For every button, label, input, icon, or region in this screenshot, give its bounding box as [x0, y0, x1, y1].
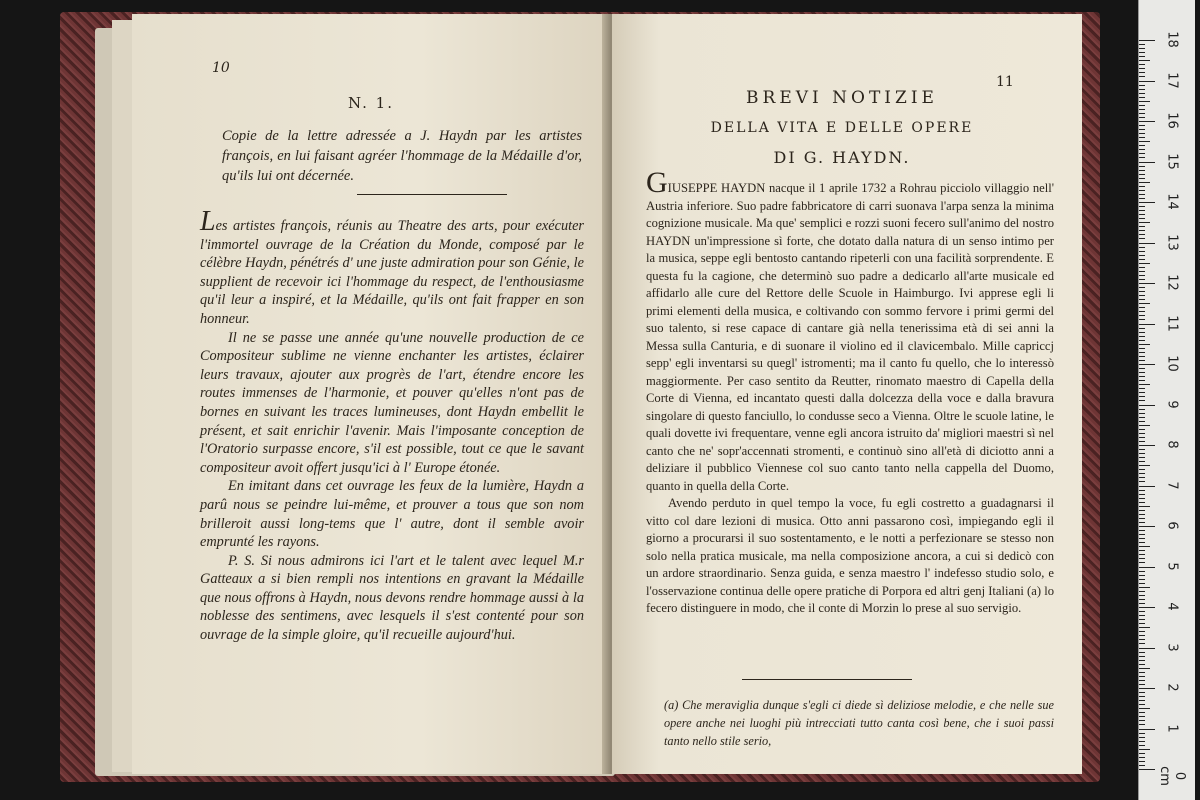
- right-paragraph-1-text: IUSEPPE HAYDN nacque il 1 aprile 1732 a Rohrau picciolo villaggio nell' Austria inferiore. Suo padre fabbricatore di carri suonava l'arpa senza la minima cognizione musicale. Ma que' semplici e rozzi suoni fecero sull'animo del nostro HAYDN un'impressione sì forte, che dotato dalla natura di un senso intimo per la musica, seppe egli bentosto cantando ripeterli con una facilità sorprendente. E questa fu la cagione, che determinò suo padre a dedicarlo all'arte musicale ed affidarlo alle cure del Rettore delle Scuole in Haimburgo. Ivi apprese egli li primi elementi della musica, e coltivando con sommo fervore i primi germi del suo talento, si rese capace di cantare già nella tenerissima età di sei anni la Messa sulla Canturia, e di suonare il violino ed il clavicembalo. Mille capriccj sepp' egli inventarsi su quegl' istromenti; ma il canto fu quello, che lo interessò maggiormente. Per caso sentito da Reutter, rinomato maestro di Capella della Corte di Vienna, ed incantato questi dalla dolcezza della voce e dalla bravura singolare di questo fanciullo, lo condusse seco a Vienna. Oltre le scuole latine, le quali dovette ivi frequentare, venne egli ancora istruito da' migliori maestri sì nel canto che ne' sopr'accennati stromenti, e continuò sino all'età di diciotto anni a deliziare il pubblico Viennese col suo canto tanto nella cappella del Duomo, quanto in quella della Corte.: [646, 181, 1054, 493]
- ruler-minor-tick: [1139, 376, 1145, 377]
- ruler-minor-tick: [1139, 52, 1145, 53]
- ruler-minor-tick: [1139, 538, 1145, 539]
- ruler-minor-tick: [1139, 704, 1145, 705]
- ruler-tick: [1139, 81, 1155, 82]
- ruler-minor-tick: [1139, 85, 1145, 86]
- ruler-label: 0 cm: [1157, 766, 1187, 786]
- ruler-minor-tick: [1139, 214, 1145, 215]
- ruler-label: 14: [1164, 193, 1180, 210]
- ruler-minor-tick: [1139, 749, 1150, 750]
- ruler-label: 3: [1164, 642, 1180, 652]
- ruler-minor-tick: [1139, 198, 1145, 199]
- ruler-minor-tick: [1139, 413, 1145, 414]
- ruler-label: 4: [1164, 602, 1180, 611]
- ruler-minor-tick: [1139, 514, 1145, 515]
- ruler-minor-tick: [1139, 619, 1145, 620]
- ruler-minor-tick: [1139, 599, 1145, 600]
- ruler-minor-tick: [1139, 542, 1145, 543]
- ruler-minor-tick: [1139, 222, 1150, 223]
- ruler-label: 16: [1164, 112, 1180, 129]
- ruler-minor-tick: [1139, 425, 1150, 426]
- ruler-minor-tick: [1139, 352, 1145, 353]
- ruler-tick: [1139, 567, 1155, 568]
- ruler-minor-tick: [1139, 595, 1145, 596]
- right-subtitle: DELLA VITA E DELLE OPERE: [710, 120, 974, 136]
- ruler-minor-tick: [1139, 267, 1145, 268]
- page-number-left: 10: [212, 60, 230, 76]
- ruler-minor-tick: [1139, 558, 1145, 559]
- ruler-minor-tick: [1139, 579, 1145, 580]
- ruler-minor-tick: [1139, 437, 1145, 438]
- ruler-label: 11: [1164, 314, 1180, 332]
- ruler-tick: [1139, 486, 1155, 487]
- ruler-minor-tick: [1139, 72, 1145, 73]
- ruler-minor-tick: [1139, 757, 1145, 758]
- left-body: [200, 206, 584, 645]
- ruler-minor-tick: [1139, 153, 1145, 154]
- left-paragraph-2: Il ne se passe une année qu'une nouvelle production de ce Compositeur sublime ne vienne enchanter les artistes, éclairer leurs travaux, ajouter aux progrès de l'art, étendre encore les routes immenses de l'harmonie, et pouver qu'elles n'ont pas de bornes en suivant les traces lumineuses, dont Haydn embellit le présent, et sait enrichir l'avenir. Mais l'imposante conception de l'Oratorio surpasse encore, s'il est possible, tout ce que le savant compositeur avoit offert jusqu'ici à l' Europe étonée.: [200, 329, 584, 476]
- ruler-minor-tick: [1139, 668, 1150, 669]
- ruler-minor-tick: [1139, 226, 1145, 227]
- ruler-minor-tick: [1139, 433, 1145, 434]
- ruler-minor-tick: [1139, 457, 1145, 458]
- ruler-minor-tick: [1139, 182, 1150, 183]
- left-page: [132, 14, 610, 774]
- ruler-minor-tick: [1139, 490, 1145, 491]
- right-subtitle-name: DI G. HAYDN.: [773, 148, 911, 167]
- dropcap-left: L: [200, 206, 216, 237]
- ruler-minor-tick: [1139, 380, 1145, 381]
- ruler-minor-tick: [1139, 360, 1145, 361]
- ruler-minor-tick: [1139, 575, 1145, 576]
- ruler-minor-tick: [1139, 291, 1145, 292]
- ruler-minor-tick: [1139, 400, 1145, 401]
- ruler-minor-tick: [1139, 720, 1145, 721]
- ruler-minor-tick: [1139, 502, 1145, 503]
- ruler-minor-tick: [1139, 64, 1145, 65]
- ruler-tick: [1139, 769, 1155, 770]
- ruler-minor-tick: [1139, 344, 1150, 345]
- ruler-minor-tick: [1139, 684, 1145, 685]
- ruler-label: 2: [1164, 683, 1180, 692]
- ruler-minor-tick: [1139, 76, 1145, 77]
- left-paragraph-4: P. S. Si nous admirons ici l'art et le talent avec lequel M.r Gatteaux a si bien rempli nos intentions en gravant la Médaille que nous offrons à Haydn, nous devons rendre hommage aussi à la noblesse des sentimens, avec lesquels il s'est contenté pour son ouvrage de la simple gloire, qu'il recueille aujourd'hui.: [200, 552, 584, 644]
- ruler-minor-tick: [1139, 583, 1145, 584]
- right-page: [612, 14, 1082, 774]
- ruler-minor-tick: [1139, 660, 1145, 661]
- ruler-minor-tick: [1139, 348, 1145, 349]
- left-intro: Copie de la lettre adressée a J. Haydn par les artistes françois, en lui faisant agréer l'hommage de la Médaille d'or, qu'ils lui ont décernée.: [222, 128, 582, 184]
- ruler-minor-tick: [1139, 56, 1145, 57]
- ruler-minor-tick: [1139, 255, 1145, 256]
- ruler-minor-tick: [1139, 311, 1145, 312]
- ruler-minor-tick: [1139, 279, 1145, 280]
- ruler-tick: [1139, 162, 1155, 163]
- right-paragraph-1: [646, 166, 1054, 495]
- ruler-minor-tick: [1139, 765, 1145, 766]
- ruler-tick: [1139, 40, 1155, 41]
- ruler-minor-tick: [1139, 157, 1145, 158]
- ruler-minor-tick: [1139, 137, 1145, 138]
- ruler-minor-tick: [1139, 477, 1145, 478]
- ruler-minor-tick: [1139, 93, 1145, 94]
- ruler-tick: [1139, 648, 1155, 649]
- ruler-minor-tick: [1139, 441, 1145, 442]
- ruler-minor-tick: [1139, 230, 1145, 231]
- left-heading: N. 1.: [347, 94, 394, 112]
- ruler-minor-tick: [1139, 340, 1145, 341]
- ruler-minor-tick: [1139, 48, 1145, 49]
- ruler-minor-tick: [1139, 388, 1145, 389]
- ruler-minor-tick: [1139, 328, 1145, 329]
- right-paragraph-2: Avendo perduto in quel tempo la voce, fu egli costretto a guadagnarsi il vitto col dare lezioni di musica. Otto anni passarono così, impiegando egli il giorno a procurarsi il suo sostentamento, e le notti a perfezionare se stesso non solo nella pratica musicale, ma nella composizione ancora, a cui si dedicò con un ardore straordinario. Senza guida, e senza maestro l' indefesso studio solo, e l'osservazione continua delle opere pratiche di Porpora ed altri genj Italiani (a) lo fecero distinguere in modo, che il conte di Morzin lo prese al suo servigio.: [646, 496, 1054, 615]
- ruler-minor-tick: [1139, 708, 1150, 709]
- ruler-minor-tick: [1139, 639, 1145, 640]
- ruler-label: 17: [1164, 71, 1180, 89]
- ruler-minor-tick: [1139, 263, 1150, 264]
- ruler-minor-tick: [1139, 534, 1145, 535]
- ruler-minor-tick: [1139, 234, 1145, 235]
- ruler-label: 7: [1164, 480, 1180, 490]
- ruler-minor-tick: [1139, 396, 1145, 397]
- ruler-minor-tick: [1139, 194, 1145, 195]
- ruler-minor-tick: [1139, 409, 1145, 410]
- ruler-minor-tick: [1139, 238, 1145, 239]
- ruler-minor-tick: [1139, 656, 1145, 657]
- ruler-label: 1: [1164, 723, 1180, 733]
- ruler-minor-tick: [1139, 587, 1150, 588]
- ruler-minor-tick: [1139, 218, 1145, 219]
- left-paragraph-3: En imitant dans cet ouvrage les feux de la lumière, Haydn a parû nous se peindre lui-même, et prouver a tous que son nom brilleroit aussi long-tems que l' autre, dont il semble avoir emprunté les rayons.: [200, 478, 584, 551]
- ruler-minor-tick: [1139, 170, 1145, 171]
- ruler-minor-tick: [1139, 174, 1145, 175]
- ruler-minor-tick: [1139, 449, 1145, 450]
- ruler-tick: [1139, 445, 1155, 446]
- ruler-minor-tick: [1139, 149, 1145, 150]
- ruler-minor-tick: [1139, 635, 1145, 636]
- ruler-minor-tick: [1139, 498, 1145, 499]
- ruler-minor-tick: [1139, 89, 1145, 90]
- ruler-tick: [1139, 243, 1155, 244]
- ruler-minor-tick: [1139, 461, 1145, 462]
- ruler-minor-tick: [1139, 44, 1145, 45]
- ruler-minor-tick: [1139, 453, 1145, 454]
- ruler-minor-tick: [1139, 571, 1145, 572]
- ruler-minor-tick: [1139, 611, 1145, 612]
- ruler-minor-tick: [1139, 676, 1145, 677]
- ruler-label: 5: [1164, 561, 1180, 571]
- ruler-minor-tick: [1139, 206, 1145, 207]
- ruler-minor-tick: [1139, 603, 1145, 604]
- ruler-tick: [1139, 283, 1155, 284]
- ruler-minor-tick: [1139, 643, 1145, 644]
- ruler-minor-tick: [1139, 336, 1145, 337]
- ruler-minor-tick: [1139, 247, 1145, 248]
- ruler-minor-tick: [1139, 105, 1145, 106]
- ruler-minor-tick: [1139, 562, 1145, 563]
- ruler-minor-tick: [1139, 295, 1145, 296]
- ruler-minor-tick: [1139, 145, 1145, 146]
- ruler-minor-tick: [1139, 481, 1145, 482]
- ruler-minor-tick: [1139, 506, 1150, 507]
- ruler-minor-tick: [1139, 737, 1145, 738]
- ruler-label: 8: [1164, 440, 1180, 449]
- footnote: (a) Che meraviglia dunque s'egli ci diede sì deliziose melodie, e che nelle sue opere anche nei luoghi più intrecciati tutto canta così bene, che i suoi passi tanto nello stile serio,: [664, 698, 1054, 748]
- ruler-minor-tick: [1139, 186, 1145, 187]
- ruler-minor-tick: [1139, 332, 1145, 333]
- left-paragraph-1: [200, 206, 584, 329]
- ruler-minor-tick: [1139, 133, 1145, 134]
- ruler-minor-tick: [1139, 627, 1150, 628]
- ruler-minor-tick: [1139, 724, 1145, 725]
- ruler-label: 10: [1164, 355, 1180, 372]
- ruler-minor-tick: [1139, 251, 1145, 252]
- ruler-minor-tick: [1139, 664, 1145, 665]
- ruler-minor-tick: [1139, 469, 1145, 470]
- ruler-minor-tick: [1139, 259, 1145, 260]
- ruler-minor-tick: [1139, 753, 1145, 754]
- ruler-minor-tick: [1139, 761, 1145, 762]
- ruler-minor-tick: [1139, 623, 1145, 624]
- ruler-minor-tick: [1139, 429, 1145, 430]
- ruler-tick: [1139, 526, 1155, 527]
- ruler-minor-tick: [1139, 303, 1150, 304]
- ruler-label: 9: [1164, 399, 1180, 409]
- ruler-minor-tick: [1139, 615, 1145, 616]
- dropcap-right: G: [646, 166, 668, 199]
- ruler-minor-tick: [1139, 473, 1145, 474]
- ruler-label: 13: [1164, 233, 1180, 251]
- footnote-rule: [742, 679, 912, 680]
- ruler-minor-tick: [1139, 319, 1145, 320]
- divider-rule: [357, 194, 507, 195]
- ruler-minor-tick: [1139, 372, 1145, 373]
- ruler-minor-tick: [1139, 368, 1145, 369]
- ruler-minor-tick: [1139, 275, 1145, 276]
- ruler-minor-tick: [1139, 307, 1145, 308]
- ruler-tick: [1139, 324, 1155, 325]
- ruler-minor-tick: [1139, 672, 1145, 673]
- ruler-minor-tick: [1139, 60, 1150, 61]
- ruler-tick: [1139, 202, 1155, 203]
- ruler-minor-tick: [1139, 494, 1145, 495]
- ruler-minor-tick: [1139, 733, 1145, 734]
- ruler-minor-tick: [1139, 465, 1150, 466]
- ruler-tick: [1139, 688, 1155, 689]
- ruler-minor-tick: [1139, 117, 1145, 118]
- ruler-minor-tick: [1139, 125, 1145, 126]
- ruler-minor-tick: [1139, 631, 1145, 632]
- ruler-minor-tick: [1139, 97, 1145, 98]
- ruler-minor-tick: [1139, 591, 1145, 592]
- ruler-minor-tick: [1139, 546, 1150, 547]
- left-paragraph-1-text: es artistes françois, réunis au Theatre des arts, pour exécuter l'immortel ouvrage de la Création du Monde, composé par le célèbre Haydn, pénétrés d' une juste admiration pour son Génie, le supplient de recevoir ici l'hommage du respect, de l'enthousiasme qu'il leur a inspiré, et la Médaille, qu'ils ont fait frapper en son honneur.: [200, 218, 584, 327]
- ruler-minor-tick: [1139, 271, 1145, 272]
- ruler-minor-tick: [1139, 68, 1145, 69]
- ruler-minor-tick: [1139, 113, 1145, 114]
- ruler-minor-tick: [1139, 696, 1145, 697]
- ruler-minor-tick: [1139, 716, 1145, 717]
- ruler-minor-tick: [1139, 700, 1145, 701]
- ruler-minor-tick: [1139, 530, 1145, 531]
- ruler-minor-tick: [1139, 299, 1145, 300]
- ruler-minor-tick: [1139, 356, 1145, 357]
- ruler-minor-tick: [1139, 315, 1145, 316]
- ruler-tick: [1139, 607, 1155, 608]
- ruler-minor-tick: [1139, 745, 1145, 746]
- ruler-minor-tick: [1139, 287, 1145, 288]
- ruler-label: 15: [1164, 152, 1180, 170]
- ruler-minor-tick: [1139, 129, 1145, 130]
- ruler-minor-tick: [1139, 741, 1145, 742]
- measurement-ruler: [1138, 0, 1195, 800]
- ruler-minor-tick: [1139, 680, 1145, 681]
- ruler-tick: [1139, 729, 1155, 730]
- right-body: [646, 166, 1054, 618]
- ruler-tick: [1139, 121, 1155, 122]
- ruler-minor-tick: [1139, 522, 1145, 523]
- ruler-minor-tick: [1139, 554, 1145, 555]
- ruler-minor-tick: [1139, 178, 1145, 179]
- right-title: BREVI NOTIZIE: [746, 88, 938, 108]
- ruler-minor-tick: [1139, 384, 1150, 385]
- ruler-minor-tick: [1139, 692, 1145, 693]
- ruler-minor-tick: [1139, 190, 1145, 191]
- ruler-minor-tick: [1139, 210, 1145, 211]
- ruler-minor-tick: [1139, 417, 1145, 418]
- ruler-minor-tick: [1139, 652, 1145, 653]
- ruler-minor-tick: [1139, 101, 1150, 102]
- ruler-label: 6: [1164, 521, 1180, 530]
- ruler-minor-tick: [1139, 166, 1145, 167]
- ruler-minor-tick: [1139, 109, 1145, 110]
- ruler-tick: [1139, 364, 1155, 365]
- ruler-label: 18: [1164, 31, 1180, 48]
- ruler-minor-tick: [1139, 712, 1145, 713]
- ruler-minor-tick: [1139, 518, 1145, 519]
- ruler-tick: [1139, 405, 1155, 406]
- page-number-right: 11: [996, 74, 1014, 90]
- ruler-minor-tick: [1139, 141, 1150, 142]
- ruler-minor-tick: [1139, 550, 1145, 551]
- ruler-minor-tick: [1139, 510, 1145, 511]
- ruler-minor-tick: [1139, 421, 1145, 422]
- ruler-minor-tick: [1139, 392, 1145, 393]
- ruler-label: 12: [1164, 274, 1180, 291]
